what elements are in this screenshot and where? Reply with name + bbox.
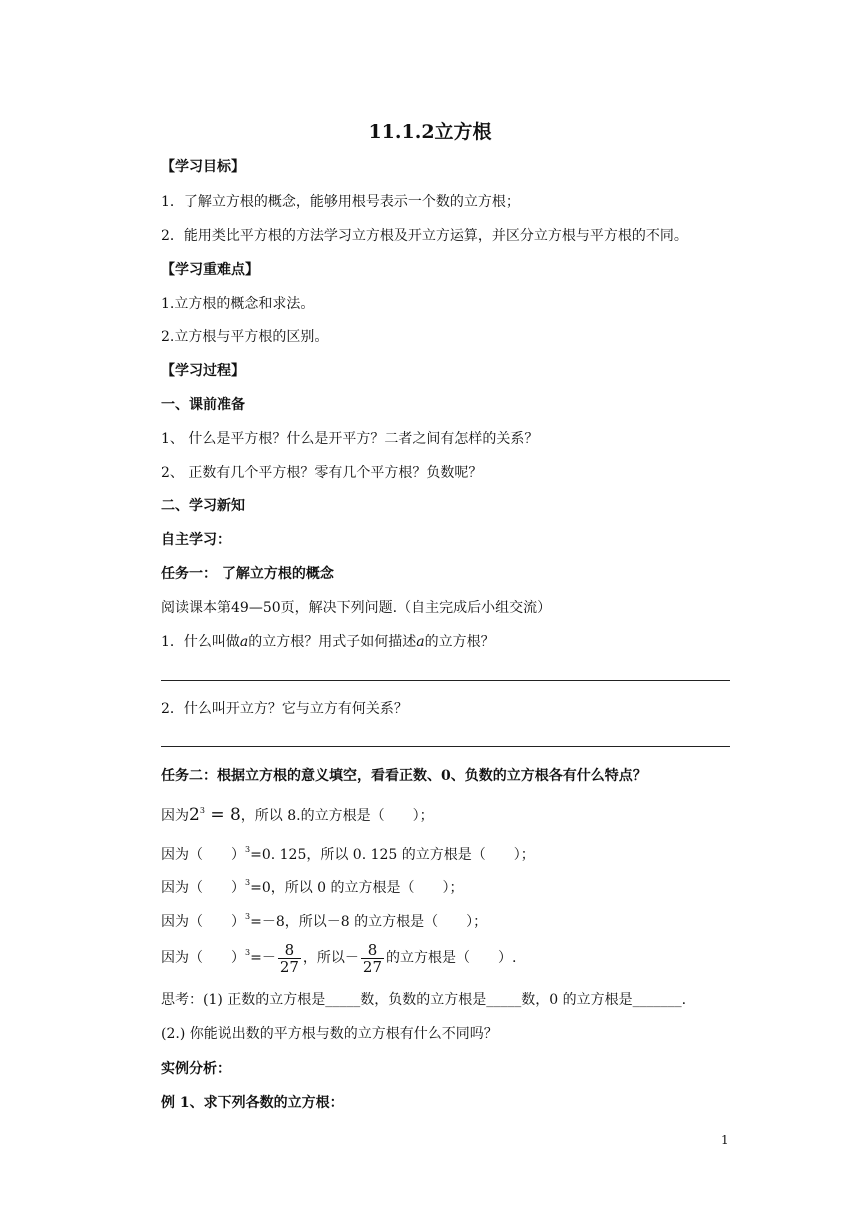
exponent: 3 bbox=[245, 948, 251, 957]
process-heading: 【学习过程】 bbox=[161, 363, 245, 379]
example-heading: 实例分析： bbox=[161, 1061, 231, 1077]
exponent: 3 bbox=[245, 912, 251, 921]
fill-1-lead: 因为 bbox=[161, 808, 189, 824]
task1-question-1 bbox=[161, 633, 495, 651]
task1-heading: 任务一： 了解立方根的概念 bbox=[161, 566, 334, 582]
variable-a: a bbox=[239, 634, 249, 650]
objectives-heading: 【学习目标】 bbox=[161, 159, 245, 175]
fill-5-equals: =－ bbox=[250, 950, 276, 966]
exponent: 3 bbox=[245, 845, 251, 854]
fill-3-tail: =0，所以 0 的立方根是（ ）； bbox=[250, 880, 464, 896]
fraction-8-27 bbox=[278, 942, 301, 975]
variable-a-2: a bbox=[416, 634, 425, 650]
fill-1-tail: ，所以 8.的立方根是（ ）； bbox=[240, 808, 434, 824]
fill-5-middle: ，所以－ bbox=[302, 950, 359, 966]
task1-q1-part-a: 1．什么叫做 bbox=[161, 634, 240, 650]
fill-item-5 bbox=[161, 940, 516, 978]
think-question-2: (2.) 你能说出数的平方根与数的立方根有什么不同吗？ bbox=[161, 1026, 498, 1042]
answer-line-2 bbox=[161, 746, 730, 747]
keypoints-heading: 【学习重难点】 bbox=[161, 262, 259, 278]
fill-3-lead: 因为（ ） bbox=[161, 880, 245, 896]
power-base: 2 bbox=[189, 805, 200, 825]
equals-value: = 8 bbox=[204, 805, 241, 825]
example-1: 例 1、求下列各数的立方根： bbox=[161, 1095, 344, 1111]
objective-1: 1．了解立方根的概念，能够用根号表示一个数的立方根； bbox=[161, 194, 520, 210]
task2-heading: 任务二：根据立方根的意义填空，看看正数、0、负数的立方根各有什么特点？ bbox=[161, 768, 647, 784]
answer-line-1 bbox=[161, 680, 730, 681]
keypoint-1: 1.立方根的概念和求法。 bbox=[161, 296, 315, 312]
fill-5-lead: 因为（ ） bbox=[161, 950, 245, 966]
task1-read-instruction: 阅读课本第49—50页，解决下列问题.（自主完成后小组交流） bbox=[161, 600, 552, 616]
fraction-denominator: 27 bbox=[279, 957, 299, 976]
fill-4-lead: 因为（ ） bbox=[161, 914, 245, 930]
task1-q1-part-b: 的立方根？用式子如何描述 bbox=[248, 634, 417, 650]
page-number: 1 bbox=[721, 1133, 729, 1147]
keypoint-2: 2.立方根与平方根的区别。 bbox=[161, 329, 329, 345]
fill-item-4 bbox=[161, 913, 487, 933]
prep-question-1: 1、 什么是平方根？什么是开平方？二者之间有怎样的关系？ bbox=[161, 431, 539, 447]
think-question-1: 思考：(1) 正数的立方根是_____数，负数的立方根是_____数，0 的立方根是_______. bbox=[161, 992, 687, 1008]
fill-item-3 bbox=[161, 879, 464, 899]
fraction-numerator: 8 bbox=[278, 942, 301, 959]
new-knowledge-heading: 二、学习新知 bbox=[161, 498, 245, 514]
fraction-numerator: 8 bbox=[361, 942, 384, 959]
fraction-denominator: 27 bbox=[362, 957, 383, 976]
self-study-label: 自主学习： bbox=[161, 532, 231, 548]
task1-question-2: 2．什么叫开立方？它与立方有何关系？ bbox=[161, 701, 408, 717]
fill-item-1 bbox=[161, 806, 434, 827]
fill-item-2 bbox=[161, 846, 535, 866]
fraction-8-27-second bbox=[361, 942, 384, 975]
page-title: 11.1.2立方根 bbox=[368, 121, 492, 143]
objective-2: 2．能用类比平方根的方法学习立方根及开立方运算，并区分立方根与平方根的不同。 bbox=[161, 228, 688, 244]
exponent: 3 bbox=[245, 878, 251, 887]
fill-4-tail: =－8，所以－8 的立方根是（ ）； bbox=[250, 914, 488, 930]
prep-question-2: 2、 正数有几个平方根？零有几个平方根？负数呢？ bbox=[161, 465, 483, 481]
task1-q1-part-c: 的立方根？ bbox=[424, 634, 495, 650]
exponent: 3 bbox=[199, 806, 205, 815]
fill-5-tail: 的立方根是（ ）. bbox=[386, 950, 517, 966]
fill-2-tail: =0. 125，所以 0. 125 的立方根是（ ）； bbox=[250, 847, 535, 863]
fill-2-lead: 因为（ ） bbox=[161, 847, 245, 863]
prep-heading: 一、课前准备 bbox=[161, 397, 245, 413]
